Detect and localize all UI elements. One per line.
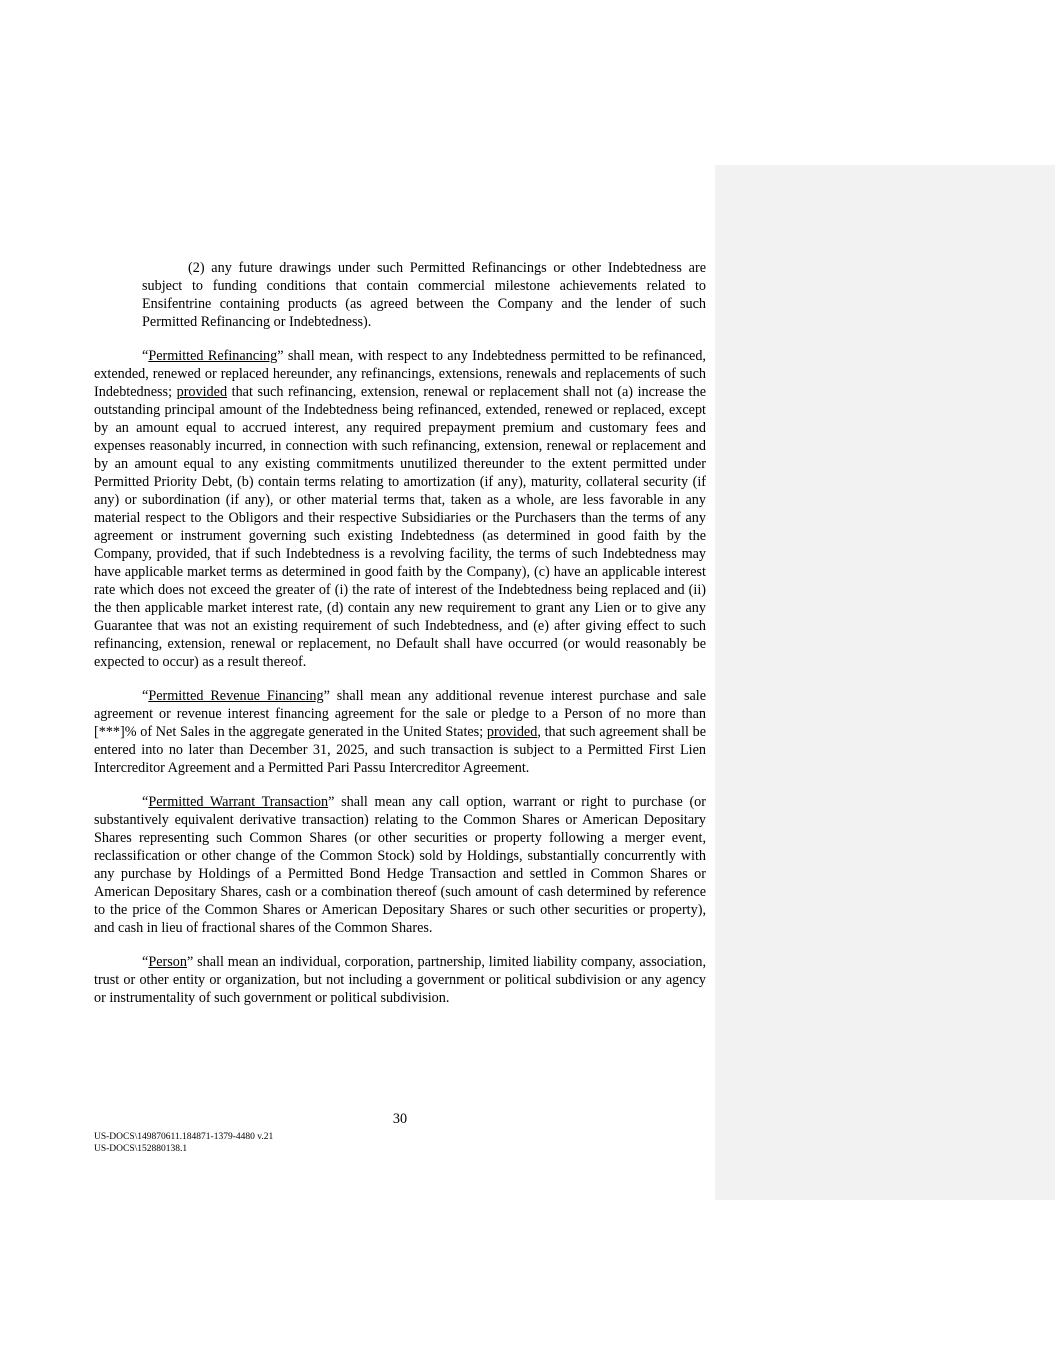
provided-emphasis: provided: [176, 384, 228, 400]
definition-text: ” shall mean any call option, warrant or right to purchase (or substantively equivalent derivative transaction) relating to the Common Shares or American Depositary Shares representing such Common Shares (or other securities or property following a merger event, reclassification or other change of the Common Stock) sold by Holdings, substantially concurrently with any purchase by Holdings of a Permitted Bond Hedge Transaction and settled in Common Shares or American Depositary Shares, cash or a combination thereof (such amount of cash determined by reference to the price of the Common Shares or American Depositary Shares or such other securities or property), and cash in lieu of fractional shares of the Common Shares.: [94, 794, 706, 936]
definition-text: ” shall mean any additional revenue interest purchase and sale agreement or revenue interest financing agreement for the sale or pledge to a Person of no more than [***]% of Net Sales in the aggregate generated in the United States;: [94, 688, 707, 740]
definition-open-quote: “: [142, 348, 149, 364]
definition-open-quote: “: [142, 954, 149, 970]
defined-term: Permitted Revenue Financing: [148, 688, 324, 704]
definition-permitted-revenue-financing: [94, 687, 706, 777]
document-reference-2: US-DOCS\152880138.1: [94, 1144, 188, 1154]
provided-emphasis: provided: [486, 724, 538, 740]
definition-open-quote: “: [142, 794, 149, 810]
definition-person: [94, 953, 706, 1007]
intro-clause: (2) any future drawings under such Permitted Refinancings or other Indebtedness are subject to funding conditions that contain commercial milestone achievements related to Ensifentrine containing products (as agreed between the Company and the lender of such Permitted Refinancing or Indebtedness).: [142, 260, 706, 330]
definition-text-continued: , that such agreement shall be entered into no later than December 31, 2025, and such transaction is subject to a Permitted First Lien Intercreditor Agreement and a Permitted Pari Passu Intercreditor Agreement.: [94, 724, 706, 776]
defined-term: Person: [148, 954, 187, 970]
definition-text: ” shall mean, with respect to any Indebtedness permitted to be refinanced, extended, renewed or replaced hereunder, any refinancings, extensions, renewals and replacements of such Indebtedness;: [94, 348, 706, 400]
document-body: [94, 259, 706, 1007]
definition-permitted-refinancing: [94, 347, 706, 671]
intro-clause-block: [142, 259, 706, 331]
definition-permitted-warrant-transaction: [94, 793, 706, 937]
defined-term: Permitted Warrant Transaction: [148, 794, 329, 810]
definition-text-continued: that such refinancing, extension, renewal or replacement shall not (a) increase the outstanding principal amount of the Indebtedness being refinanced, extended, renewed or replaced, except by an amount equal to accrued interest, any required prepayment premium and customary fees and expenses reasonably incurred, in connection with such refinancing, extension, renewal or replacement and by an amount equal to any existing commitments unutilized thereunder to the extent permitted under Permitted Priority Debt, (b) contain terms relating to amortization (if any), maturity, collateral security (if any) or subordination (if any), or other material terms that, taken as a whole, are less favorable in any material respect to the Obligors and their respective Subsidiaries or the Purchasers than the terms of any agreement or instrument governing such existing Indebtedness (as determined in good faith by the Company, provided, that if such Indebtedness is a revolving facility, the terms of such Indebtedness may have applicable market terms as determined in good faith by the Company), (c) have an applicable interest rate which does not exceed the greater of (i) the rate of interest of the Indebtedness being replaced and (ii) the then applicable market interest rate, (d) contain any new requirement to grant any Lien or to give any Guarantee that was not an existing requirement of such Indebtedness, and (e) after giving effect to such refinancing, extension, renewal or replacement, no Default shall have occurred (or would reasonably be expected to occur) as a result thereof.: [94, 384, 706, 670]
document-reference-1: US-DOCS\149870611.184871-1379-4480 v.21: [94, 1132, 274, 1142]
comment-pane: [715, 165, 1055, 1200]
page-number: 30: [392, 1111, 408, 1127]
defined-term: Permitted Refinancing: [148, 348, 278, 364]
definition-open-quote: “: [142, 688, 149, 704]
definition-text: ” shall mean an individual, corporation, partnership, limited liability company, association, trust or other entity or organization, but not including a government or political subdivision or any agency or instrumentality of such government or political subdivision.: [94, 954, 706, 1006]
